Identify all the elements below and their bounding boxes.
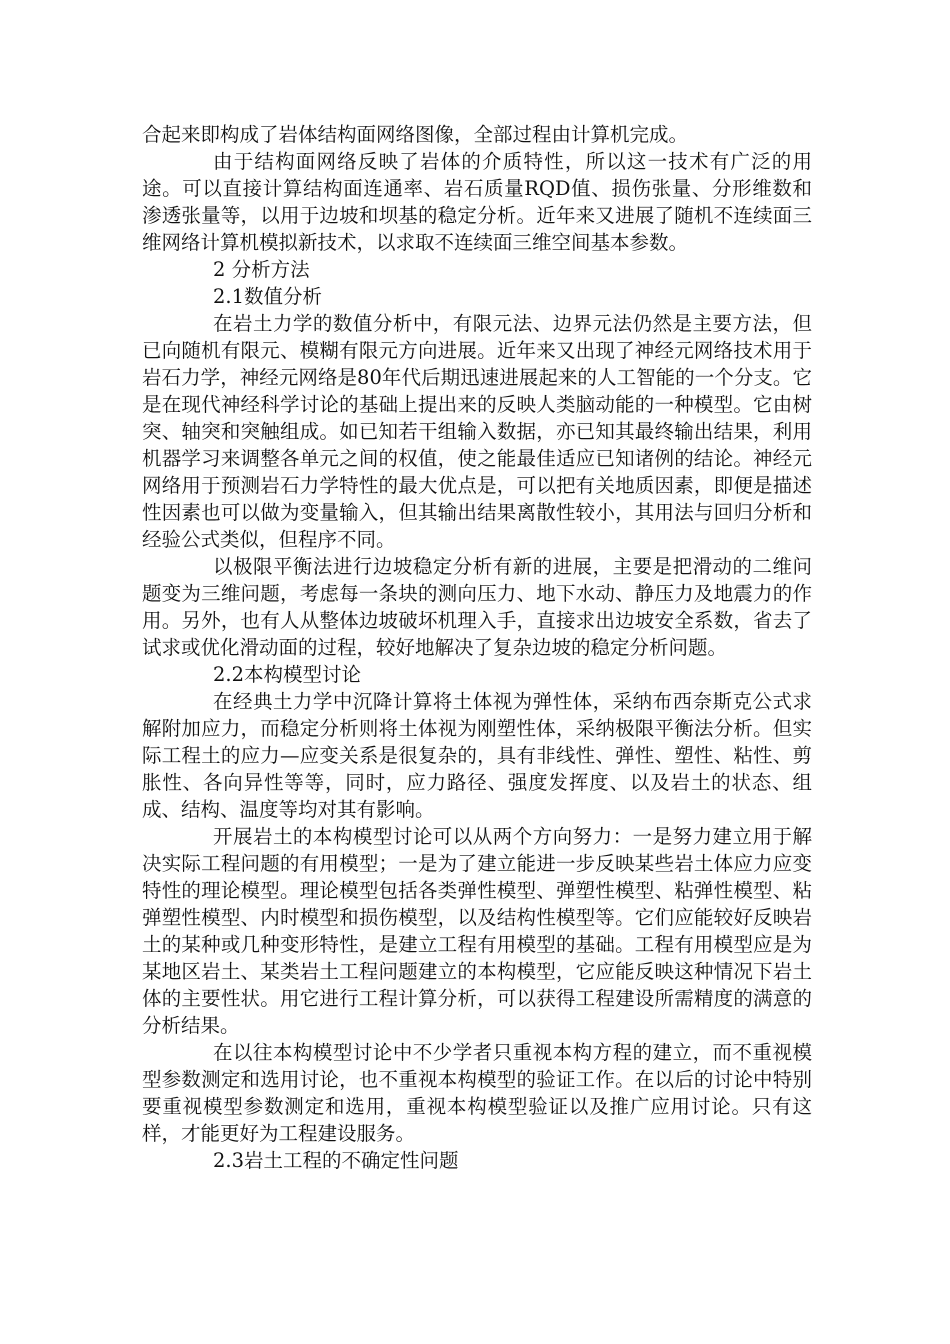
subsection-heading-constitutive-model: 2.2本构模型讨论 [213,663,362,686]
paragraph-intro: 合起来即构成了岩体结构面网络图像，全部过程由计算机完成。 [142,123,689,146]
paragraph-model-parameters: 在以往本构模型讨论中不少学者只重视本构方程的建立，而不重视模型参数测定和选用讨论，也不重视本构模型的验证工作。在以后的讨论中特别要重视模型参数测定和选用，重视本构模型验证以及推广应用讨论。只有这样，才能更好为工程建设服务。 [142,1041,812,1145]
paragraph-classic-soil-mechanics: 在经典土力学中沉降计算将土体视为弹性体，采纳布西奈斯克公式求解附加应力，而稳定分析则将土体视为刚塑性体，采纳极限平衡法分析。但实际工程土的应力—应变关系是很复杂的，具有非线性、弹性、塑性、粘性、剪胀性、各向异性等等，同时，应力路径、强度发挥度、以及岩土的状态、组成、结构、温度等均对其有影响。 [142,690,812,821]
document-body [142,121,812,1174]
paragraph-structure-network: 由于结构面网络反映了岩体的介质特性，所以这一技术有广泛的用途。可以直接计算结构面连通率、岩石质量RQD值、损伤张量、分形维数和渗透张量等，以用于边坡和坝基的稳定分析。近年来又进展了随机不连续面三维网络计算机模拟新技术，以求取不连续面三维空间基本参数。 [142,150,812,254]
section-heading-analysis-methods: 2 分析方法 [213,258,310,281]
subsection-heading-uncertainty: 2.3岩土工程的不确定性问题 [213,1149,459,1172]
paragraph-limit-equilibrium: 以极限平衡法进行边坡稳定分析有新的进展，主要是把滑动的二维问题变为三维问题，考虑每一条块的测向压力、地下水动、静压力及地震力的作用。另外，也有人从整体边坡破坏机理入手，直接求出边坡安全系数，省去了试求或优化滑动面的过程，较好地解决了复杂边坡的稳定分析问题。 [142,555,812,659]
paragraph-numerical-methods: 在岩土力学的数值分析中，有限元法、边界元法仍然是主要方法，但已向随机有限元、模糊有限元方向进展。近年来又出现了神经元网络技术用于岩石力学，神经元网络是80年代后期迅速进展起来的人工智能的一个分支。它是在现代神经科学讨论的基础上提出来的反映人类脑动能的一种模型。它由树突、轴突和突触组成。如已知若干组输入数据，亦已知其最终输出结果，利用机器学习来调整各单元之间的权值，使之能最佳适应已知诸例的结论。神经元网络用于预测岩石力学特性的最大优点是，可以把有关地质因素，即便是描述性因素也可以做为变量输入，但其输出结果离散性较小，其用法与回归分析和经验公式类似，但程序不同。 [142,312,812,551]
paragraph-constitutive-research: 开展岩土的本构模型讨论可以从两个方向努力：一是努力建立用于解决实际工程问题的有用模型；一是为了建立能进一步反映某些岩土体应力应变特性的理论模型。理论模型包括各类弹性模型、弹塑性模型、粘弹性模型、粘弹塑性模型、内时模型和损伤模型，以及结构性模型等。它们应能较好反映岩土的某种或几种变形特性，是建立工程有用模型的基础。工程有用模型应是为某地区岩土、某类岩土工程问题建立的本构模型，它应能反映这种情况下岩土体的主要性状。用它进行工程计算分析，可以获得工程建设所需精度的满意的分析结果。 [142,825,812,1037]
subsection-heading-numerical-analysis: 2.1数值分析 [213,285,323,308]
